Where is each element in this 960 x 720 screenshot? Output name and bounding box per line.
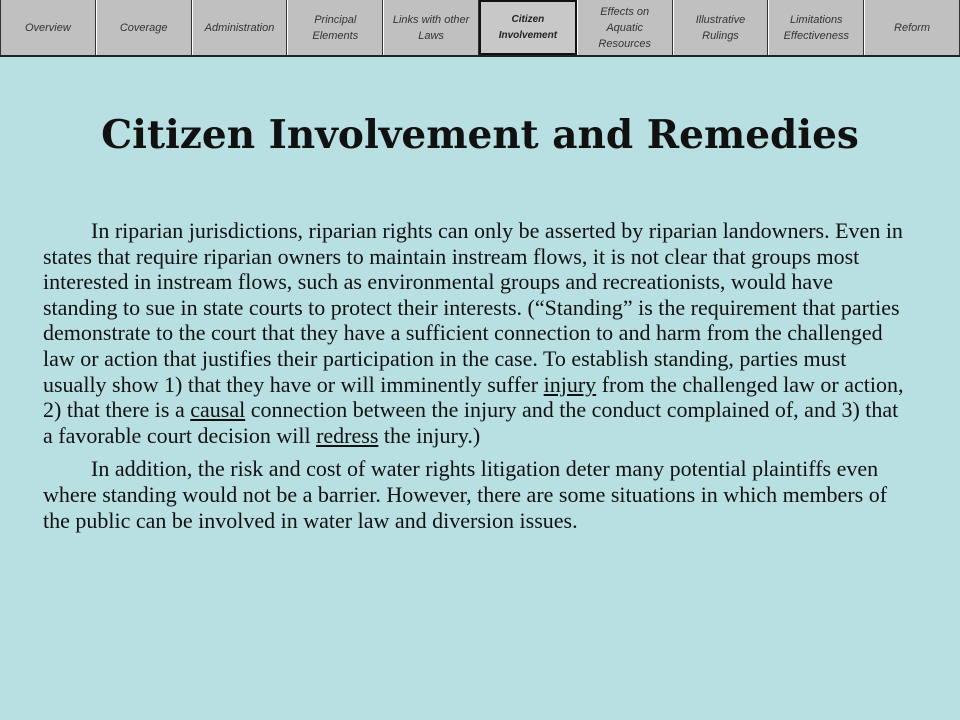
tab-reform[interactable]: Reform xyxy=(864,0,960,55)
paragraph-standing-text-b: from the challenged law or action, 2) that there is a xyxy=(43,371,904,423)
nav-bar xyxy=(0,0,960,57)
tab-citizen-involvement[interactable]: Citizen Involvement xyxy=(479,0,577,55)
tab-administration[interactable]: Administration xyxy=(192,0,288,55)
tab-illustrative-rulings[interactable]: Illustrative Rulings xyxy=(673,0,769,55)
page-title: Citizen Involvement and Remedies xyxy=(101,112,859,158)
tab-overview[interactable]: Overview xyxy=(0,0,96,55)
tab-principal-elements[interactable]: Principal Elements xyxy=(287,0,383,55)
tab-coverage[interactable]: Coverage xyxy=(96,0,192,55)
paragraph-standing-text-c: connection between the injury and the conduct complained of, and 3) that a favorable court decision will xyxy=(43,397,899,448)
paragraph-standing xyxy=(43,218,905,448)
tab-limitations-effectiveness[interactable]: Limitations Effectiveness xyxy=(768,0,864,55)
paragraph-litigation: In addition, the risk and cost of water rights litigation deter many potential plaintiffs even where standing would not be a barrier. However, there are some situations in which members of the public can be involved in water law and diversion issues. xyxy=(43,456,888,533)
paragraph-standing-text-d: the injury.) xyxy=(378,422,481,448)
paragraph-standing-text-a: In riparian jurisdictions, riparian rights can only be asserted by riparian landowners. Even in states that require riparian owners to maintain instream flows, it is not clear that groups most interested in instream flows, such as environmental groups and recreationists, would have standing to sue in state courts to protect their interests. (“Standing” is the requirement that parties demonstrate to the court that they have a sufficient connection to and harm from the challenged law or action that justifies their participation in the case. To establish standing, parties must usually show 1) that they have or will imminently suffer xyxy=(43,218,903,397)
main-content xyxy=(43,218,905,541)
term-causal: causal xyxy=(190,397,246,423)
term-injury: injury xyxy=(543,371,597,397)
tab-links-with-other-laws[interactable]: Links with other Laws xyxy=(383,0,479,55)
term-redress: redress xyxy=(316,422,379,448)
tab-effects-on-aquatic-resources[interactable]: Effects on Aquatic Resources xyxy=(577,0,673,55)
